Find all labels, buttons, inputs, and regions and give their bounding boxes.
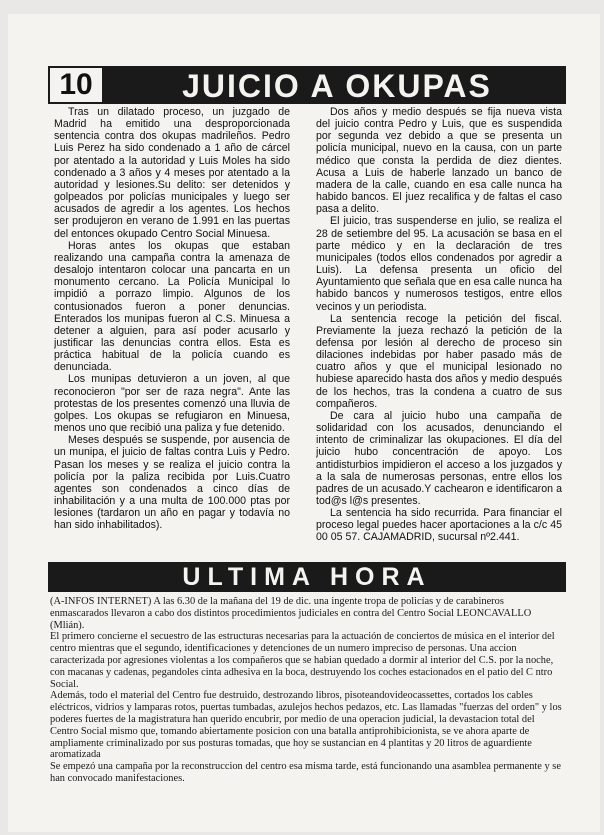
article-paragraph: La sentencia ha sido recurrida. Para financiar el proceso legal puedes hacer aportaciones a la c/c 45 00 05 57. CAJAMADRID, sucursal nº2.441. <box>316 507 562 544</box>
news-paragraph: (A-INFOS INTERNET) A las 6.30 de la mañana del 19 de dic. una ingente tropa de policías y de carabineros enmascarados llevaron a cabo dos distintos procedimientos judiciales en contra del Centro Social LEONCAVALLO (Mlián). <box>50 596 532 631</box>
news-paragraph: Se empezó una campaña por la reconstruccion del centro esa misma tarde, está funcionando una asamblea permanente y se han convocado manifestaciones. <box>50 761 561 784</box>
ultima-hora-body <box>50 596 564 812</box>
article-paragraph: Meses después se suspende, por ausencia de un munipa, el juicio de faltas contra Luis y Pedro. Pasan los meses y se realiza el juicio contra la policía por la paliza recibida por Luis.Cuatro agentes son condenados a cinco días de inhabilitación y a una multa de 100.000 ptas por lesiones (tardaron un año en pagar y todavía no han sido inhabilitados). <box>54 434 290 532</box>
article-paragraph: El juicio, tras suspenderse en julio, se realiza el 28 de setiembre del 95. La acusación se basa en el parte médico y en la declaración de tres municipales (todos ellos condenados por agredir a Luis). La defensa presenta un oficio del Ayuntamiento que señala que en esa calle nunca ha habido bancos y numerosos testigos, entre ellos vecinos y un periodista. <box>316 215 562 313</box>
page-number: 10 <box>48 66 104 104</box>
article-paragraph: Dos años y medio después se fija nueva vista del juicio contra Pedro y Luis, que es suspendida por segunda vez debido a que se presenta un policía municipal, nuevo en la causa, con un parte médico que consta la perdida de diez dientes. Acusa a Luis de haberle lanzado un banco de madera de la calle, cuando en esa calle nunca ha habido bancos. El juez recalifica y de faltas el caso pasa a delito. <box>316 106 562 216</box>
article-paragraph: De cara al juicio hubo una campaña de solidaridad con los acusados, denunciando el intento de criminalizar las okupaciones. El día del juicio hubo concentración de apoyo. Los antidisturbios impidieron el acceso a los juzgados y a la sala de numerosas personas, entre ellos los padres de un acusado.Y cachearon e identificaron a tod@s l@s presentes. <box>316 409 562 507</box>
article-paragraph: Tras un dilatado proceso, un juzgado de Madrid ha emitido una desproporcionada sentencia contra dos okupas madrileños. Pedro Luis Perez ha sido condenado a 1 año de cárcel por atentado a la autoridad y Luis Moles ha sido condenado a 3 años y 4 meses por atentado a la autoridad y lesiones.Su delito: ser detenidos y golpeados por policías municipales y luego ser acusados de agredir a los agentes. Los hechos ser produjeron en verano de 1.991 en las puertas del entonces okupado Centro Social Minuesa. <box>54 106 290 240</box>
article-paragraph: Los munipas detuvieron a un joven, al que reconocieron "por ser de raza negra". Ante las protestas de los presentes comenzó una lluvia de golpes. Los okupas se refugiaron en Minuesa, menos uno que recibió una paliza y fue detenido. <box>54 373 290 435</box>
article-paragraph: La sentencia recoge la petición del fiscal. Previamente la jueza rechazó la petición de la defensa por lesión al derecho de proceso sin dilaciones indebidas por haber pasado más de cuatro años y que el municipal lesionado no hubiese aparecido hasta dos años y medio después de los hechos, tras la condena a cuatro de sus compañeros. <box>316 312 562 410</box>
news-paragraph: El primero concierne el secuestro de las estructuras necesarias para la actuación de conciertos de música en el interior del centro mientras que el segundo, identificaciones y detenciones de un numero impreciso de personas. Una accion caracterizada por agresiones violentas a los compañeros que se habian quedado a dormir al interior del C.S. por la noche, con macanas y cadenas, pegandoles cinta adhesiva en la boca, destruyendo los coches estacionados en el patio del C ntro Social. <box>50 631 555 690</box>
news-paragraph: Además, todo el material del Centro fue destruido, destrozando libros, pisoteandovideocassettes, cortados los cables eléctricos, vidrios y lamparas rotos, puertas tumbadas, azulejos hechos pedazos, etc. Las llamadas "fuerzas del orden" y los poderes fuertes de la magistratura han querido encubrir, por medio de una operacion judicial, la devastacion total del Centro Social mismo que, tomando abiertamente posicion con una batalla antiprohibicionista, se ve ahora aparte de ampliamente criminalizado por sus posturas tomadas, que hoy se sustancian en 4 plantitas y 20 litros de aguardiente aromatizada <box>50 690 562 761</box>
article-column-right <box>316 106 562 558</box>
article-paragraph: Horas antes los okupas que estaban realizando una campaña contra la amenaza de desalojo intentaron colocar una pancarta en un monumento cercano. La Policía Municipal lo impidió a porrazo limpio. Algunos de los contusionados fueron a poner denuncias. Enterados los munipas fueron al C.S. Minuesa a detener a alguien, para así poder acusarlo y justificar las denuncias contra ellos. Esta es práctica habitual de la policía cuando es denunciada. <box>54 239 290 374</box>
ultima-hora-title: ULTIMA HORA <box>182 563 432 591</box>
article-title: JUICIO A OKUPAS <box>182 68 492 104</box>
article-column-left <box>54 106 290 558</box>
